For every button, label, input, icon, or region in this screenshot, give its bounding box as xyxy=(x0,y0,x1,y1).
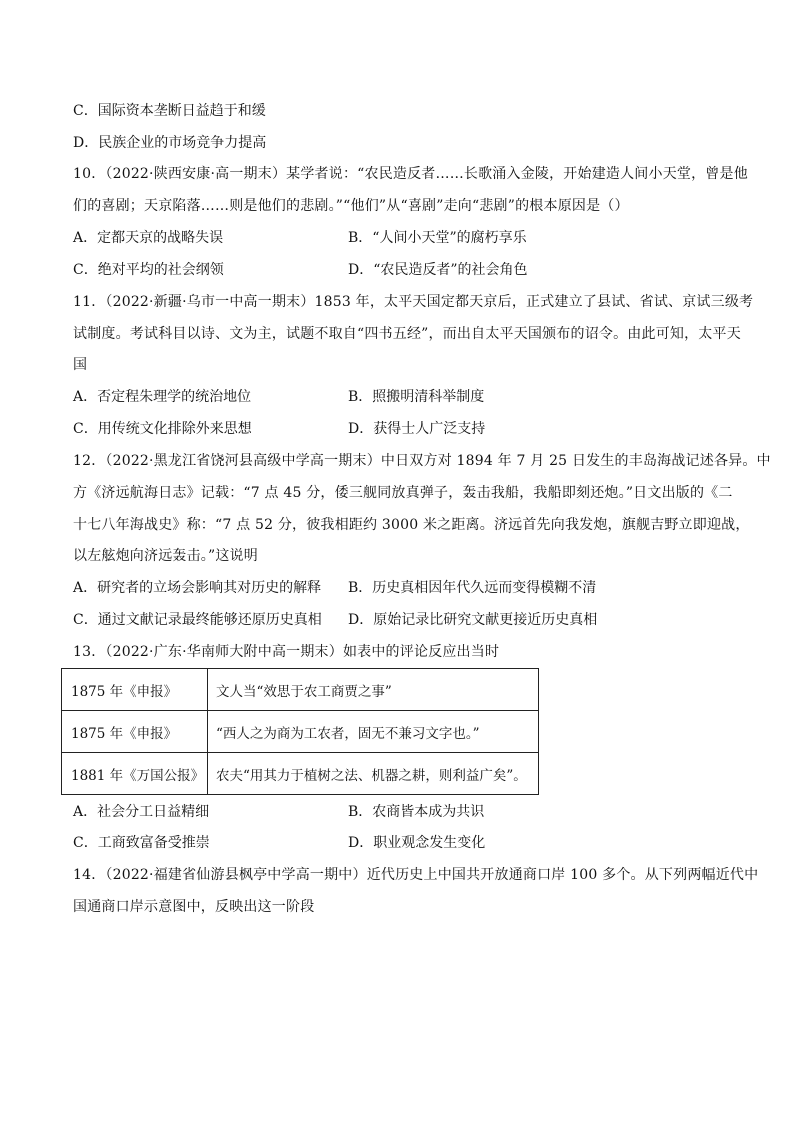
q12-option-c: C．通过文献记录最终能够还原历史真相 xyxy=(73,612,322,628)
q12-stem-line4: 以左舷炮向济远轰击。”这说明 xyxy=(73,548,258,564)
q14-stem-line2: 国通商口岸示意图中，反映出这一阶段 xyxy=(73,899,315,915)
table-cell-source: 1875 年《申报》 xyxy=(62,669,208,711)
table-cell-source: 1875 年《申报》 xyxy=(62,711,208,753)
q13-option-b: B．农商皆本成为共识 xyxy=(348,804,485,820)
q13-source-table xyxy=(61,668,539,795)
q11-stem-line1: 11．（2022·新疆·乌市一中高一期末）1853 年，太平天国定都天京后，正式建立了县试、省试、京试三级考 xyxy=(73,294,754,310)
q14-stem-line1: 14．（2022·福建省仙游县枫亭中学高一期中）近代历史上中国共开放通商口岸 100 多个。从下列两幅近代中 xyxy=(73,867,759,883)
q11-stem-line2: 试制度。考试科目以诗、文为主，试题不取自“四书五经”，而出自太平天国颁布的诏令。由此可知，太平天 xyxy=(73,326,741,342)
q13-option-c: C．工商致富备受推崇 xyxy=(73,835,210,851)
table-cell-quote: 文人当“效思于农工商贾之事” xyxy=(208,669,539,711)
q12-option-a: A．研究者的立场会影响其对历史的解释 xyxy=(73,580,322,596)
q12-stem-line1: 12．（2022·黑龙江省饶河县高级中学高一期末）中日双方对 1894 年 7 月 25 日发生的丰岛海战记述各异。中 xyxy=(73,453,771,469)
q12-stem-line2: 方《济远航海日志》记载：“7 点 45 分，倭三舰同放真弹子，轰击我船，我船即刻还炮。”日文出版的《二 xyxy=(73,485,733,501)
q11-stem-line3: 国 xyxy=(73,357,88,373)
q11-option-d: D．获得士人广泛支持 xyxy=(348,421,486,437)
q11-option-b: B．照搬明清科举制度 xyxy=(348,389,485,405)
q10-option-d: D．“农民造反者”的社会角色 xyxy=(348,262,528,278)
table-cell-source: 1881 年《万国公报》 xyxy=(62,753,208,795)
q10-option-a: A．定都天京的战略失误 xyxy=(73,230,224,246)
q11-option-a: A．否定程朱理学的统治地位 xyxy=(73,389,252,405)
table-row xyxy=(62,711,539,753)
q11-option-c: C．用传统文化排除外来思想 xyxy=(73,421,252,437)
q12-stem-line3: 十七八年海战史》称：“7 点 52 分，彼我相距约 3000 米之距离。济远首先向我发炮，旗舰吉野立即迎战， xyxy=(73,517,750,533)
q10-option-c: C．绝对平均的社会纲领 xyxy=(73,262,224,278)
q10-stem-line1: 10．（2022·陕西安康·高一期末）某学者说：“农民造反者……长歌涌入金陵，开始建造人间小天堂，曾是他 xyxy=(73,166,748,182)
table-row xyxy=(62,753,539,795)
q13-option-d: D．职业观念发生变化 xyxy=(348,835,486,851)
q13-stem-line1: 13．（2022·广东·华南师大附中高一期末）如表中的评论反应出当时 xyxy=(73,644,500,660)
q13-option-a: A．社会分工日益精细 xyxy=(73,804,210,820)
q9-option-c: C．国际资本垄断日益趋于和缓 xyxy=(73,103,266,119)
table-row xyxy=(62,669,539,711)
q10-option-b: B．“人间小天堂”的腐朽享乐 xyxy=(348,230,527,246)
q12-option-d: D．原始记录比研究文献更接近历史真相 xyxy=(348,612,598,628)
q12-option-b: B．历史真相因年代久远而变得模糊不清 xyxy=(348,580,597,596)
q10-stem-line2: 们的喜剧；天京陷落……则是他们的悲剧。”“他们”从“喜剧”走向“悲剧”的根本原因是（） xyxy=(73,198,629,214)
q9-option-d: D．民族企业的市场竞争力提高 xyxy=(73,135,267,151)
table-cell-quote: “西人之为商为工农者，固无不兼习文字也。” xyxy=(208,711,539,753)
table-cell-quote: 农夫“用其力于植树之法、机器之耕，则利益广矣”。 xyxy=(208,753,539,795)
